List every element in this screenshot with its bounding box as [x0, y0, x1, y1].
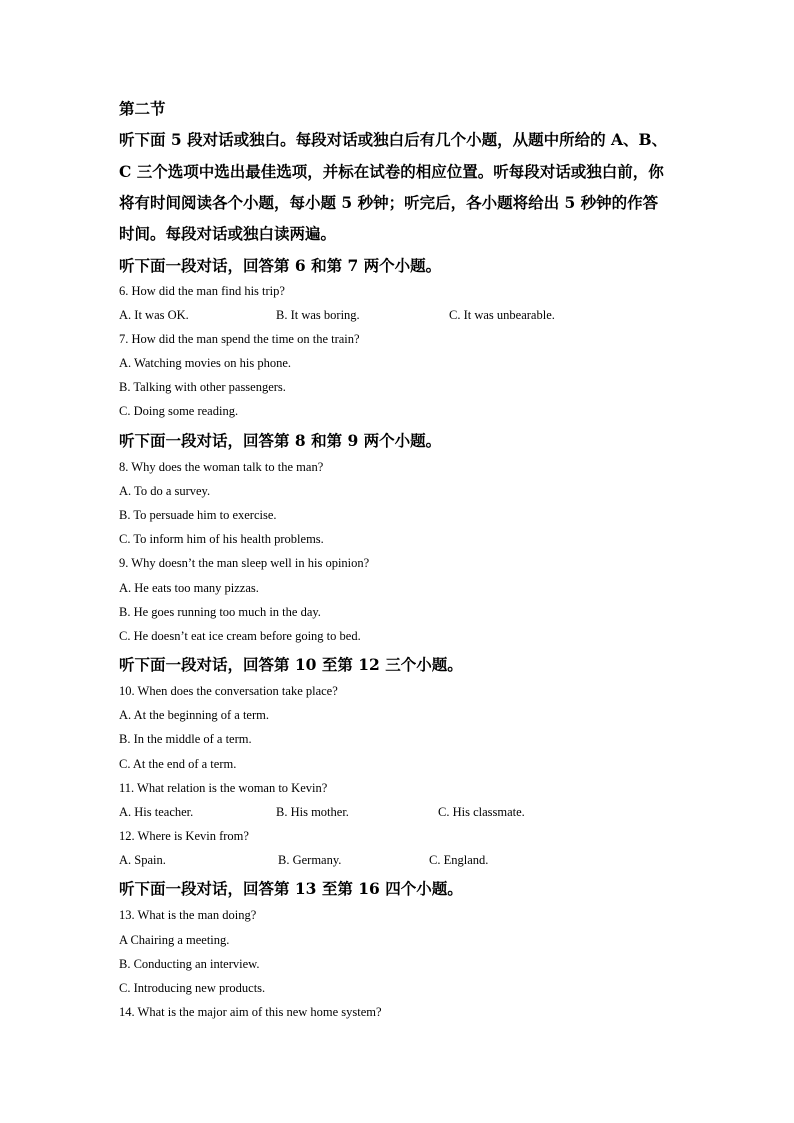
question-stem: 12. Where is Kevin from?: [119, 829, 249, 843]
option-b: B. Talking with other passengers.: [119, 380, 286, 394]
question-stem: 6. How did the man find his trip?: [119, 284, 285, 298]
group-heading: 听下面一段对话，回答第 6 和第 7 两个小题。: [119, 256, 442, 275]
option-a: A. He eats too many pizzas.: [119, 581, 259, 595]
option-b: B. His mother.: [276, 805, 349, 819]
option-a: A. At the beginning of a term.: [119, 708, 269, 722]
option-c: C. At the end of a term.: [119, 757, 237, 771]
option-c: C. He doesn’t eat ice cream before going to bed.: [119, 629, 361, 643]
option-b: B. Germany.: [278, 853, 342, 867]
option-a: A. Watching movies on his phone.: [119, 356, 292, 370]
question-stem: 7. How did the man spend the time on the train?: [119, 332, 360, 346]
question-stem: 9. Why doesn’t the man sleep well in his opinion?: [119, 556, 370, 570]
option-c: C. It was unbearable.: [449, 308, 555, 322]
option-b: B. In the middle of a term.: [119, 732, 252, 746]
instruction-line-1: 听下面 5 段对话或独白。每段对话或独白后有几个小题，从题中所给的 A、B、: [119, 130, 668, 149]
option-c: C. His classmate.: [438, 805, 525, 819]
section-title: 第二节: [119, 99, 166, 118]
instruction-line-4: 时间。每段对话或独白读两遍。: [119, 224, 337, 243]
group-heading: 听下面一段对话，回答第 13 至第 16 四个小题。: [119, 879, 463, 898]
instruction-line-3: 将有时间阅读各个小题，每小题 5 秒钟；听完后，各小题将给出 5 秒钟的作答: [119, 193, 659, 212]
question-stem: 10. When does the conversation take place?: [119, 684, 338, 698]
option-b: B. It was boring.: [276, 308, 360, 322]
option-a: A Chairing a meeting.: [119, 933, 230, 947]
group-heading: 听下面一段对话，回答第 8 和第 9 两个小题。: [119, 431, 442, 450]
option-c: C. Introducing new products.: [119, 981, 266, 995]
option-b: B. To persuade him to exercise.: [119, 508, 277, 522]
question-stem: 13. What is the man doing?: [119, 908, 257, 922]
option-a: A. It was OK.: [119, 308, 189, 322]
question-stem: 8. Why does the woman talk to the man?: [119, 460, 324, 474]
option-a: A. To do a survey.: [119, 484, 211, 498]
group-heading: 听下面一段对话，回答第 10 至第 12 三个小题。: [119, 655, 463, 674]
option-b: B. Conducting an interview.: [119, 957, 260, 971]
option-c: C. To inform him of his health problems.: [119, 532, 324, 546]
option-c: C. Doing some reading.: [119, 404, 239, 418]
option-a: A. Spain.: [119, 853, 166, 867]
instruction-line-2: C 三个选项中选出最佳选项，并标在试卷的相应位置。听每段对话或独白前，你: [119, 162, 664, 181]
question-stem: 14. What is the major aim of this new home system?: [119, 1005, 382, 1019]
question-stem: 11. What relation is the woman to Kevin?: [119, 781, 328, 795]
option-a: A. His teacher.: [119, 805, 194, 819]
option-b: B. He goes running too much in the day.: [119, 605, 321, 619]
option-c: C. England.: [429, 853, 489, 867]
